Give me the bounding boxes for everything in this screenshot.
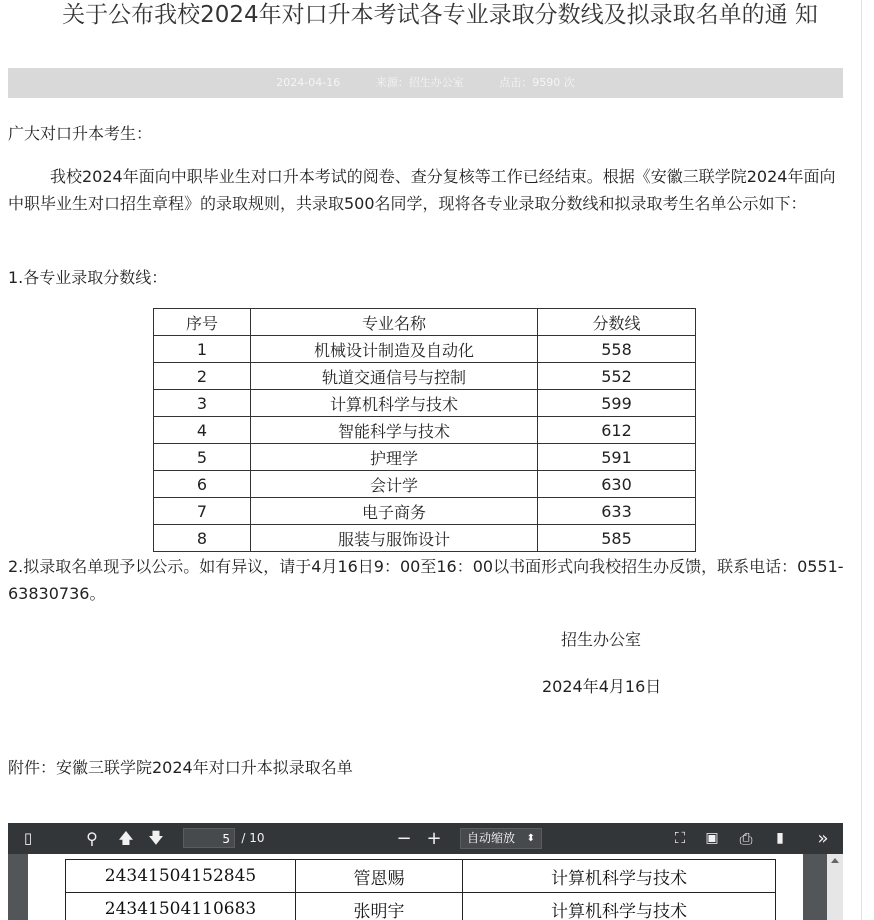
cell-name: 张明宇 bbox=[296, 893, 463, 920]
chevron-updown-icon: ⬍ bbox=[526, 833, 535, 844]
score-table-header bbox=[154, 309, 696, 336]
cell-index: 4 bbox=[154, 417, 251, 444]
cell-index: 5 bbox=[154, 444, 251, 471]
intro-paragraph: 我校2024年面向中职毕业生对口升本考试的阅卷、查分复核等工作已经结束。根据《安徽三联学院2024年面向中职毕业生对口招生章程》的录取规则，共录取500名同学，现将各专业录取分数线和拟录取考生名单公示如下： bbox=[8, 167, 836, 213]
zoom-in-button[interactable]: + bbox=[426, 828, 442, 849]
publish-date: 2024-04-16 bbox=[276, 76, 341, 89]
score-table bbox=[153, 308, 696, 552]
cell-index: 6 bbox=[154, 471, 251, 498]
bookmark-icon[interactable]: ▮ bbox=[776, 830, 784, 846]
table-row bbox=[154, 471, 696, 498]
cell-index: 1 bbox=[154, 336, 251, 363]
cell-major: 轨道交通信号与控制 bbox=[251, 363, 538, 390]
cell-major: 计算机科学与技术 bbox=[463, 893, 776, 920]
zoom-select-label: 自动缩放 bbox=[467, 831, 516, 845]
cell-index: 7 bbox=[154, 498, 251, 525]
table-row bbox=[154, 390, 696, 417]
previous-page-icon[interactable]: 🡅 bbox=[118, 829, 134, 847]
article-source: 来源：招生办公室 bbox=[375, 76, 464, 89]
table-row bbox=[154, 444, 696, 471]
section-heading-scores: 1.各专业录取分数线： bbox=[8, 268, 168, 287]
click-count: 点击：9590 次 bbox=[499, 76, 575, 89]
cell-major: 电子商务 bbox=[251, 498, 538, 525]
attachment-label: 附件：安徽三联学院2024年对口升本拟录取名单 bbox=[8, 758, 353, 777]
search-icon[interactable]: ⚲ bbox=[86, 829, 98, 848]
pdf-viewer bbox=[8, 823, 843, 920]
table-row bbox=[66, 860, 776, 893]
table-row bbox=[154, 525, 696, 552]
page-title: 关于公布我校2024年对口升本考试各专业录取分数线及拟录取名单的通 知 bbox=[62, 2, 818, 28]
cell-major: 护理学 bbox=[251, 444, 538, 471]
header-index: 序号 bbox=[154, 309, 251, 336]
cell-major: 计算机科学与技术 bbox=[463, 860, 776, 893]
cell-major: 计算机科学与技术 bbox=[251, 390, 538, 417]
cell-major: 智能科学与技术 bbox=[251, 417, 538, 444]
table-row bbox=[154, 336, 696, 363]
cell-major: 机械设计制造及自动化 bbox=[251, 336, 538, 363]
cell-score: 612 bbox=[538, 417, 696, 444]
cell-index: 3 bbox=[154, 390, 251, 417]
cell-exam-number: 24341504152845 bbox=[66, 860, 296, 893]
cell-score: 552 bbox=[538, 363, 696, 390]
cell-score: 633 bbox=[538, 498, 696, 525]
admission-list-table bbox=[65, 859, 776, 920]
cell-score: 558 bbox=[538, 336, 696, 363]
cell-index: 2 bbox=[154, 363, 251, 390]
pdf-page bbox=[28, 854, 803, 920]
cell-score: 591 bbox=[538, 444, 696, 471]
header-major: 专业名称 bbox=[251, 309, 538, 336]
page-total: / 10 bbox=[241, 831, 265, 845]
cell-major: 会计学 bbox=[251, 471, 538, 498]
fullscreen-icon[interactable]: ⛶ bbox=[674, 829, 686, 847]
cell-score: 585 bbox=[538, 525, 696, 552]
print-icon[interactable]: ⎙ bbox=[739, 829, 753, 848]
table-row bbox=[154, 498, 696, 525]
zoom-select[interactable] bbox=[460, 828, 542, 849]
pdf-toolbar bbox=[8, 823, 843, 854]
table-row bbox=[154, 417, 696, 444]
greeting: 广大对口升本考生： bbox=[8, 124, 153, 143]
article-meta-bar bbox=[8, 68, 843, 98]
signature-date: 2024年4月16日 bbox=[542, 677, 662, 696]
table-row bbox=[154, 363, 696, 390]
cell-index: 8 bbox=[154, 525, 251, 552]
objection-notice: 2.拟录取名单现予以公示。如有异议，请于4月16日9：00至16：00以书面形式向我校招生办反馈，联系电话：0551-63830736。 bbox=[8, 557, 844, 603]
table-row bbox=[66, 893, 776, 920]
cell-score: 599 bbox=[538, 390, 696, 417]
page-number-input[interactable]: 5 bbox=[183, 828, 235, 848]
more-tools-icon[interactable]: » bbox=[817, 828, 829, 849]
pdf-scrollbar[interactable] bbox=[827, 854, 843, 920]
sidebar-toggle-icon[interactable]: ▯ bbox=[23, 829, 33, 847]
signature-office: 招生办公室 bbox=[561, 630, 642, 649]
header-score: 分数线 bbox=[538, 309, 696, 336]
cell-major: 服装与服饰设计 bbox=[251, 525, 538, 552]
cell-score: 630 bbox=[538, 471, 696, 498]
cell-name: 管恩赐 bbox=[296, 860, 463, 893]
open-file-icon[interactable]: ▣ bbox=[705, 830, 719, 846]
scroll-up-arrow-icon[interactable] bbox=[831, 858, 839, 863]
cell-exam-number: 24341504110683 bbox=[66, 893, 296, 920]
page-scroll-edge bbox=[861, 0, 862, 920]
zoom-out-button[interactable]: − bbox=[396, 828, 412, 849]
next-page-icon[interactable]: 🡇 bbox=[148, 829, 164, 847]
